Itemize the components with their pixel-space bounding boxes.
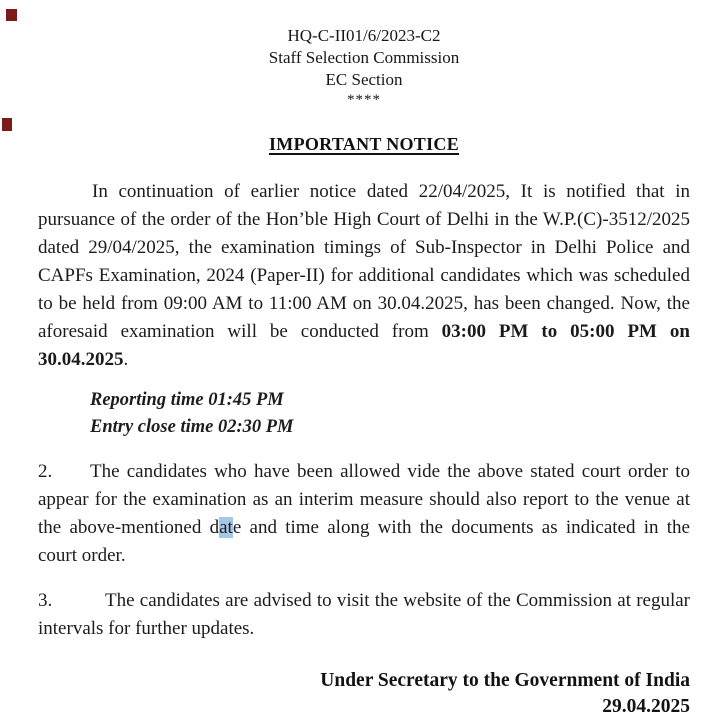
paragraph-3-number: 3.	[38, 590, 53, 611]
organization-name: Staff Selection Commission	[268, 48, 460, 67]
notice-title: IMPORTANT NOTICE	[268, 134, 460, 154]
paragraph-2-text: The candidates who have been allowed vide the above stated court order to appear for the examination as an interim measure should also report to the venue at the above-mentioned d	[38, 461, 690, 538]
broken-image-marker-icon	[2, 118, 12, 131]
file-reference-number: HQ-C-II01/6/2023-C2	[287, 26, 441, 45]
signature-block	[38, 668, 690, 718]
paragraph-1-tail: .	[123, 349, 129, 370]
paragraph-1-bold-text: 03:00 PM to 05:00 PM on 30.04.2025	[38, 321, 690, 370]
separator-stars: ****	[347, 92, 381, 108]
broken-image-marker-icon	[6, 9, 17, 21]
signatory-designation: Under Secretary to the Government of India	[320, 670, 690, 691]
paragraph-2-text-after: e and time along with the documents as indicated in the court order.	[38, 517, 690, 566]
paragraph-2-number: 2.	[38, 461, 53, 482]
paragraph-3-text: The candidates are advised to visit the website of the Commission at regular intervals for further updates.	[38, 590, 690, 639]
entry-close-time-line: Entry close time 02:30 PM	[90, 417, 294, 437]
paragraph-1-text: In continuation of earlier notice dated 22/04/2025, It is notified that in pursuance of the order of the Hon’ble High Court of Delhi in the W.P.(C)-3512/2025 dated 29/04/2025, the examination timings of Sub-Inspector in Delhi Police and CAPFs Examination, 2024 (Paper-II) for additional candidates which was scheduled to be held from 09:00 AM to 11:00 AM on 30.04.2025, has been changed. Now, the aforesaid examination will be conducted from	[38, 181, 690, 342]
reporting-times-block	[90, 387, 690, 441]
document-header	[38, 25, 690, 109]
section-name: EC Section	[325, 70, 403, 89]
paragraph-2	[38, 458, 690, 570]
text-selection-highlight: at	[219, 517, 233, 538]
paragraph-3	[38, 587, 690, 643]
reporting-time-line: Reporting time 01:45 PM	[90, 390, 284, 410]
paragraph-1	[38, 178, 690, 374]
signature-date: 29.04.2025	[602, 696, 690, 717]
